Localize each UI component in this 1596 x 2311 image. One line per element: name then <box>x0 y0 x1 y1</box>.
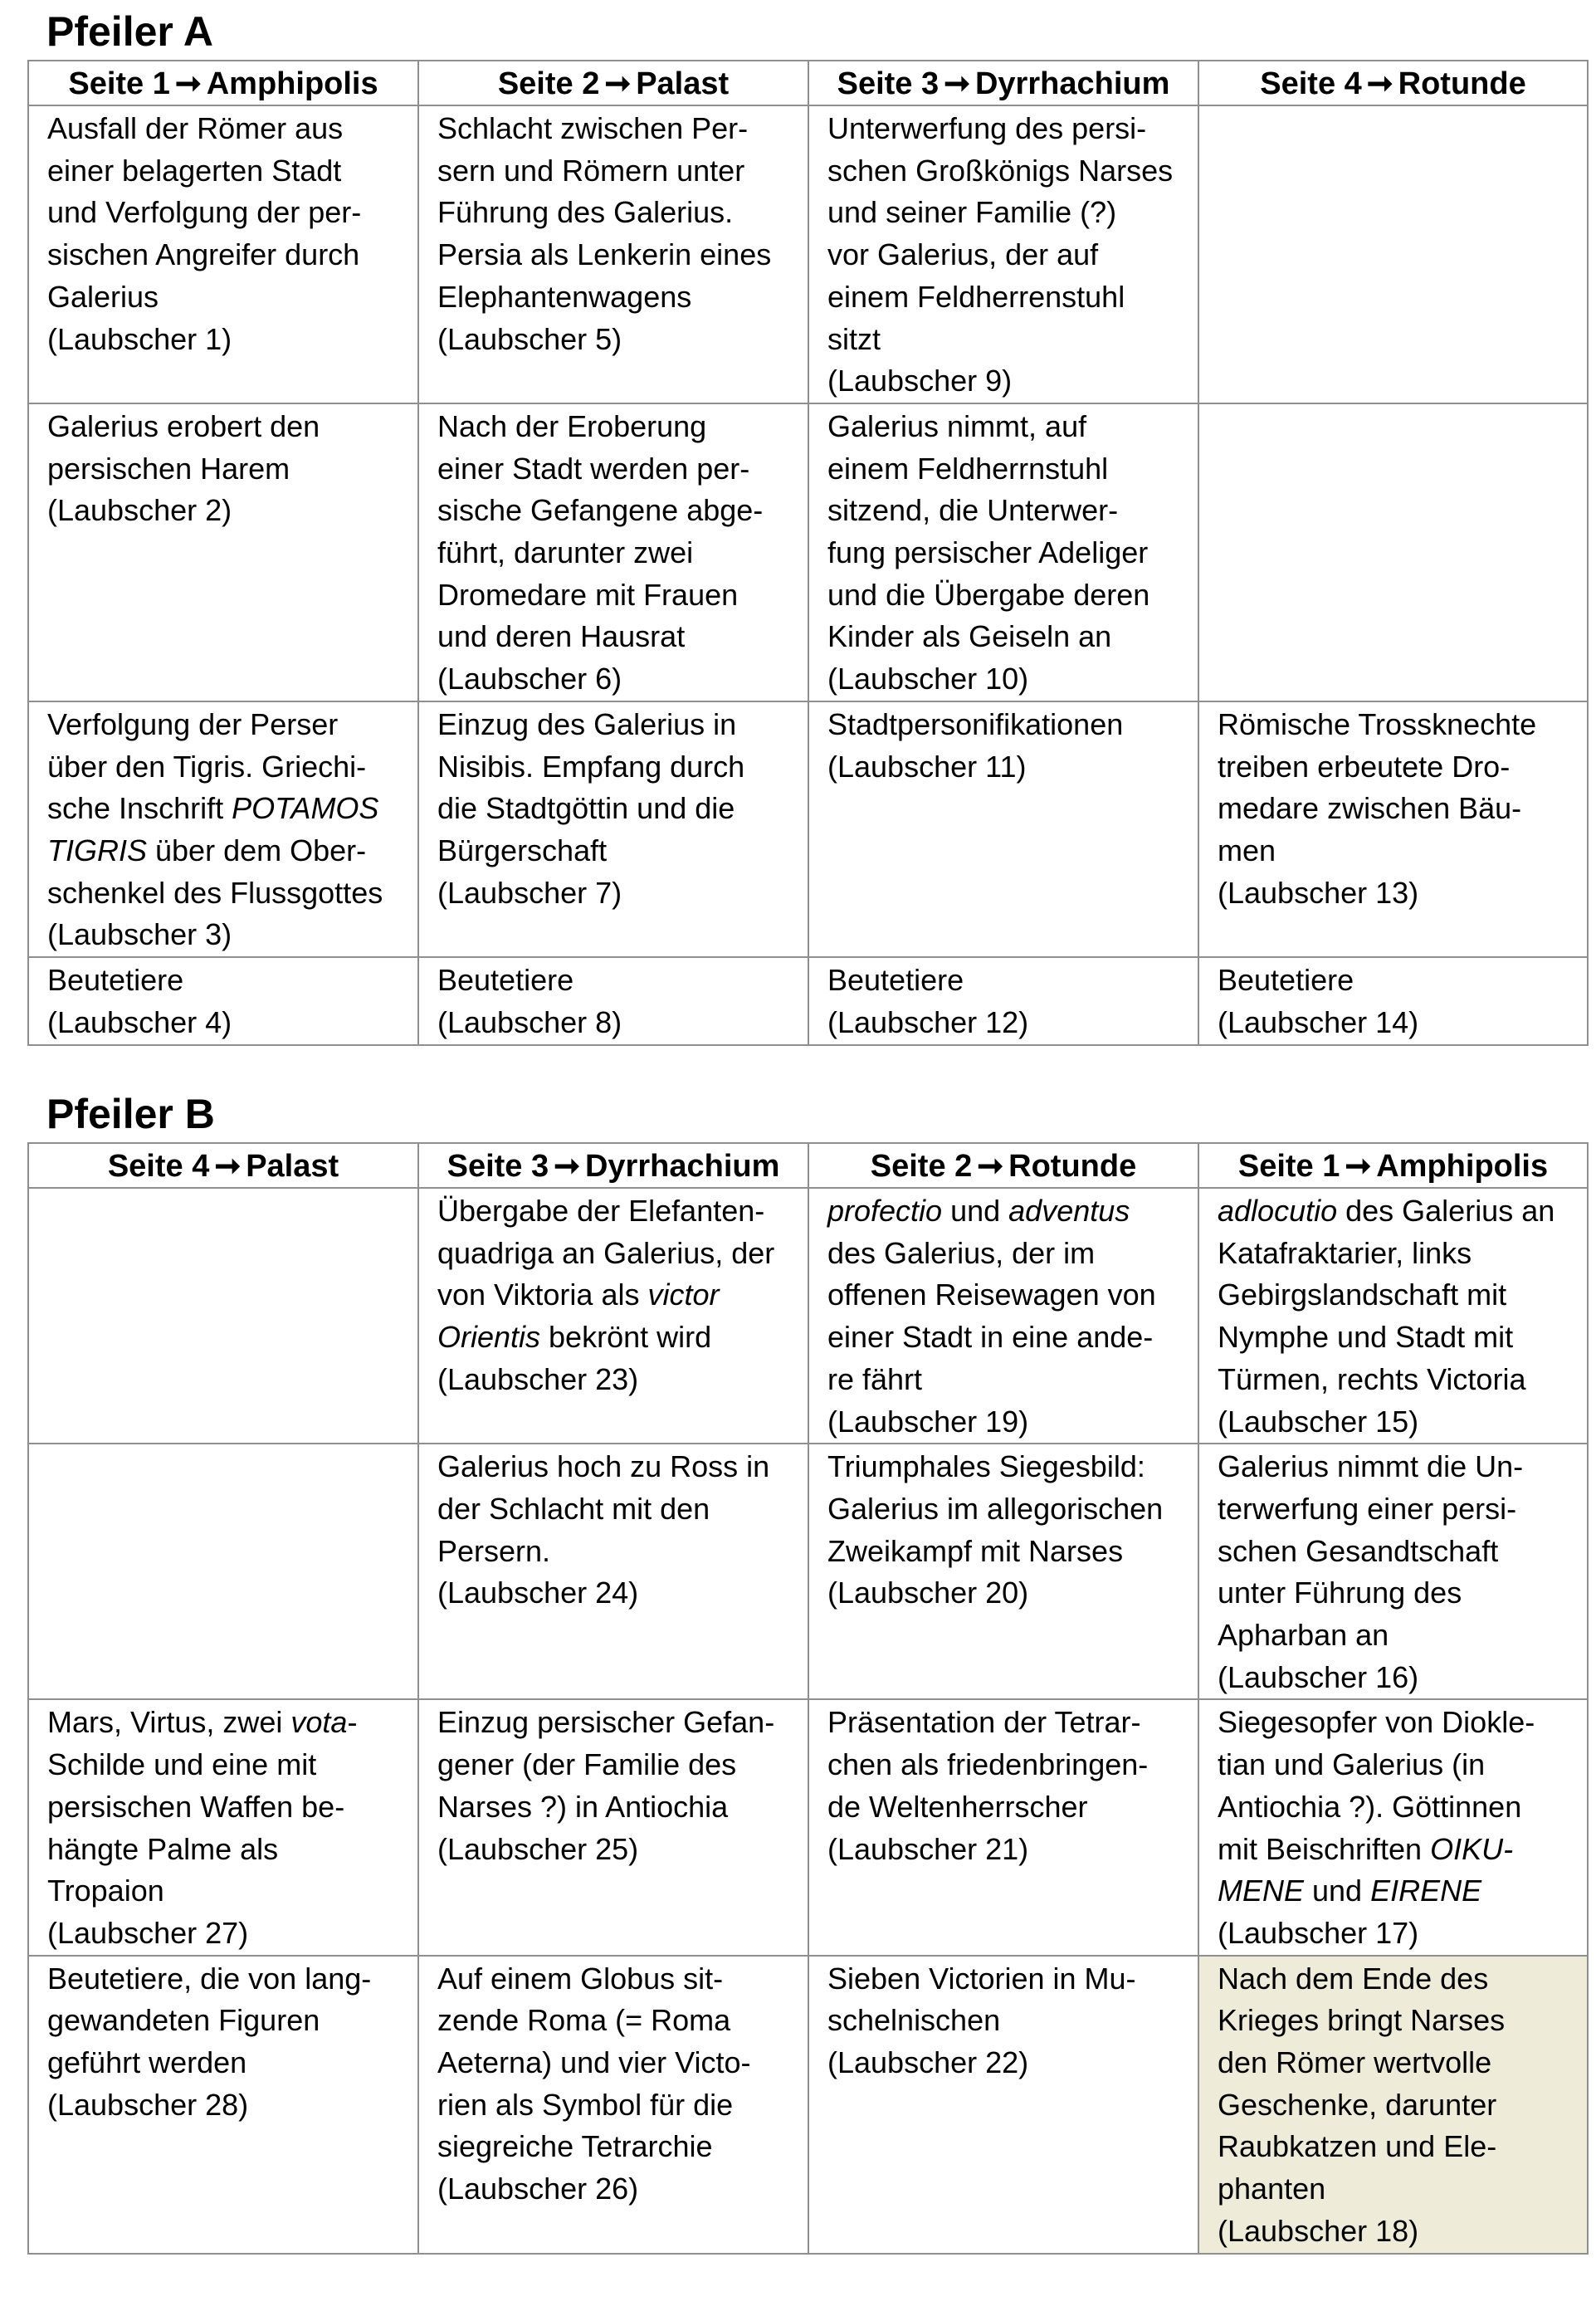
side-label: Seite 3 <box>447 1149 549 1184</box>
table-cell: Einzug des Galerius in Nisibis. Empfang durch die Stadtgöttin und die Bürgerschaft (Laubscher 7) <box>418 701 808 957</box>
cell-text: (Laubscher 17) <box>1218 1915 1419 1950</box>
table-cell: Galerius erobert den persischen Harem (Laubscher 2) <box>28 403 418 701</box>
table-cell: Präsentation der Tetrar- chen als friedenbringen- de Weltenherrscher (Laubscher 21) <box>808 1699 1198 1955</box>
table-cell <box>28 1699 418 1955</box>
arrow-right-icon: ➞ <box>977 1149 1004 1184</box>
table-cell: Beutetiere (Laubscher 4) <box>28 957 418 1045</box>
side-label: Seite 2 <box>497 66 600 101</box>
table-row <box>28 1188 1588 1444</box>
cell-italic-text: MENE <box>1218 1874 1305 1908</box>
arrow-right-icon: ➞ <box>1345 1149 1372 1184</box>
table-row <box>28 957 1588 1045</box>
table-cell: Auf einem Globus sit- zende Roma (= Roma Aeterna) und vier Victo- rien als Symbol für die siegreiche Tetrarchie (Laubscher 26) <box>418 1956 808 2254</box>
place-label: Palast <box>636 66 730 101</box>
place-label: Rotunde <box>1398 66 1526 101</box>
table-cell: Galerius nimmt, auf einem Feldherrnstuhl sitzend, die Unterwer- fung persischer Adeliger und die Übergabe deren Kinder als Geiseln an (Laubscher 10) <box>808 403 1198 701</box>
table-cell <box>808 1188 1198 1444</box>
table-cell <box>1198 1699 1588 1955</box>
table-cell: Einzug persischer Gefan- gener (der Familie des Narses ?) in Antiochia (Laubscher 25) <box>418 1699 808 1955</box>
cell-text: des Galerius, der im offenen Reisewagen von einer Stadt in eine ande- re fährt (Laubscher 19) <box>827 1235 1156 1439</box>
place-label: Dyrrhachium <box>584 1149 780 1184</box>
table-cell: Beutetiere (Laubscher 8) <box>418 957 808 1045</box>
table-cell: Triumphales Siegesbild: Galerius im allegorischen Zweikampf mit Narses (Laubscher 20) <box>808 1444 1198 1699</box>
table-row <box>28 105 1588 403</box>
table-cell: Galerius hoch zu Ross in der Schlacht mit den Persern. (Laubscher 24) <box>418 1444 808 1699</box>
cell-text: des Galerius an Katafraktarier, links Gebirgslandschaft mit Nymphe und Stadt mit Türmen, rechts Victoria (Laubscher 15) <box>1218 1194 1555 1439</box>
table-row <box>28 1956 1588 2254</box>
column-header <box>418 61 808 105</box>
table-cell: Ausfall der Römer aus einer belagerten Stadt und Verfolgung der per- sischen Angreifer durch Galerius (Laubscher 1) <box>28 105 418 403</box>
table-cell: Beutetiere, die von lang- gewandeten Figuren geführt werden (Laubscher 28) <box>28 1956 418 2254</box>
table-cell-empty <box>1198 403 1588 701</box>
column-header <box>418 1143 808 1188</box>
pfeiler-b-title: Pfeiler B <box>46 1091 215 1137</box>
side-label: Seite 3 <box>837 66 940 101</box>
table-cell: Stadtpersonifikationen (Laubscher 11) <box>808 701 1198 957</box>
table-cell-empty <box>28 1188 418 1444</box>
table-cell-empty <box>28 1444 418 1699</box>
table-cell <box>418 1188 808 1444</box>
cell-italic-text: adventus <box>1008 1194 1130 1228</box>
side-label: Seite 1 <box>1237 1149 1340 1184</box>
cell-italic-text: Orientis <box>437 1320 541 1355</box>
header-row <box>28 1143 1588 1188</box>
column-header <box>1198 61 1588 105</box>
table-cell: Galerius nimmt die Un- terwerfung einer persi- schen Gesandtschaft unter Führung des Apharban an (Laubscher 16) <box>1198 1444 1588 1699</box>
cell-text: Siegesopfer von Diokle- tian und Galerius (in Antiochia ?). Göttinnen mit Beischriften <box>1218 1705 1535 1866</box>
side-label: Seite 1 <box>68 66 170 101</box>
cell-italic-text: vota <box>290 1705 348 1740</box>
table-cell-highlighted: Nach dem Ende des Krieges bringt Narses den Römer wertvolle Geschenke, darunter Raubkatzen und Ele- phanten (Laubscher 18) <box>1198 1956 1588 2254</box>
cell-text: und <box>942 1194 1009 1228</box>
column-header <box>1198 1143 1588 1188</box>
column-header <box>808 61 1198 105</box>
arrow-right-icon: ➞ <box>554 1149 580 1184</box>
table-cell: Sieben Victorien in Mu- schelnischen (Laubscher 22) <box>808 1956 1198 2254</box>
cell-text: Verfolgung der Perser über den Tigris. Griechi- sche Inschrift <box>47 706 367 826</box>
place-label: Amphipolis <box>206 66 378 101</box>
cell-italic-text: OIKU- <box>1430 1831 1514 1866</box>
side-label: Seite 4 <box>1260 66 1362 101</box>
cell-text: Übergabe der Elefanten- quadriga an Galerius, der von Viktoria als <box>437 1194 775 1312</box>
arrow-right-icon: ➞ <box>944 66 970 101</box>
cell-text: Mars, Virtus, zwei <box>47 1705 291 1740</box>
arrow-right-icon: ➞ <box>174 66 202 101</box>
table-row <box>28 701 1588 957</box>
cell-italic-text: EIRENE <box>1370 1874 1482 1908</box>
table-row <box>28 1699 1588 1955</box>
side-label: Seite 2 <box>870 1149 973 1184</box>
table-cell-empty <box>1198 105 1588 403</box>
header-row <box>28 61 1588 105</box>
cell-italic-text: adlocutio <box>1218 1194 1338 1228</box>
table-cell: Schlacht zwischen Per- sern und Römern unter Führung des Galerius. Persia als Lenkerin eines Elephantenwagens (Laubscher 5) <box>418 105 808 403</box>
arrow-right-icon: ➞ <box>214 1149 242 1184</box>
table-row <box>28 1444 1588 1699</box>
column-header <box>808 1143 1198 1188</box>
arrow-right-icon: ➞ <box>1366 66 1393 101</box>
table-row <box>28 403 1588 701</box>
place-label: Dyrrhachium <box>974 66 1170 101</box>
table-cell: Nach der Eroberung einer Stadt werden per- sische Gefangene abge- führt, darunter zwei Dromedare mit Frauen und deren Hausrat (Laubscher 6) <box>418 403 808 701</box>
cell-text: bekrönt wird (Laubscher 23) <box>437 1320 712 1396</box>
cell-text: über dem Ober- schenkel des Flussgottes (Laubscher 3) <box>47 833 383 952</box>
side-label: Seite 4 <box>107 1149 210 1184</box>
place-label: Amphipolis <box>1376 1149 1549 1184</box>
place-label: Palast <box>246 1149 339 1184</box>
table-cell: Römische Trossknechte treiben erbeutete Dro- medare zwischen Bäu- men (Laubscher 13) <box>1198 701 1588 957</box>
table-cell: Beutetiere (Laubscher 14) <box>1198 957 1588 1045</box>
cell-italic-text: TIGRIS <box>47 833 148 867</box>
table-cell: Beutetiere (Laubscher 12) <box>808 957 1198 1045</box>
column-header <box>28 61 418 105</box>
pfeiler-b-table <box>27 1142 1589 2255</box>
place-label: Rotunde <box>1008 1149 1137 1184</box>
arrow-right-icon: ➞ <box>604 66 632 101</box>
cell-text: und <box>1304 1874 1371 1908</box>
column-header <box>28 1143 418 1188</box>
table-cell <box>28 701 418 957</box>
pfeiler-a-table <box>27 60 1589 1046</box>
table-cell <box>1198 1188 1588 1444</box>
cell-italic-text: profectio <box>827 1194 943 1228</box>
table-cell: Unterwerfung des persi- schen Großkönigs Narses und seiner Familie (?) vor Galerius, der auf einem Feldherrenstuhl sitzt (Laubscher 9) <box>808 105 1198 403</box>
cell-text: - Schilde und eine mit persischen Waffen be- hängte Palme als Tropaion (Laubscher 27) <box>47 1705 358 1950</box>
pfeiler-a-title: Pfeiler A <box>46 8 214 55</box>
cell-italic-text: victor <box>647 1278 720 1312</box>
cell-italic-text: POTAMOS <box>232 791 379 826</box>
